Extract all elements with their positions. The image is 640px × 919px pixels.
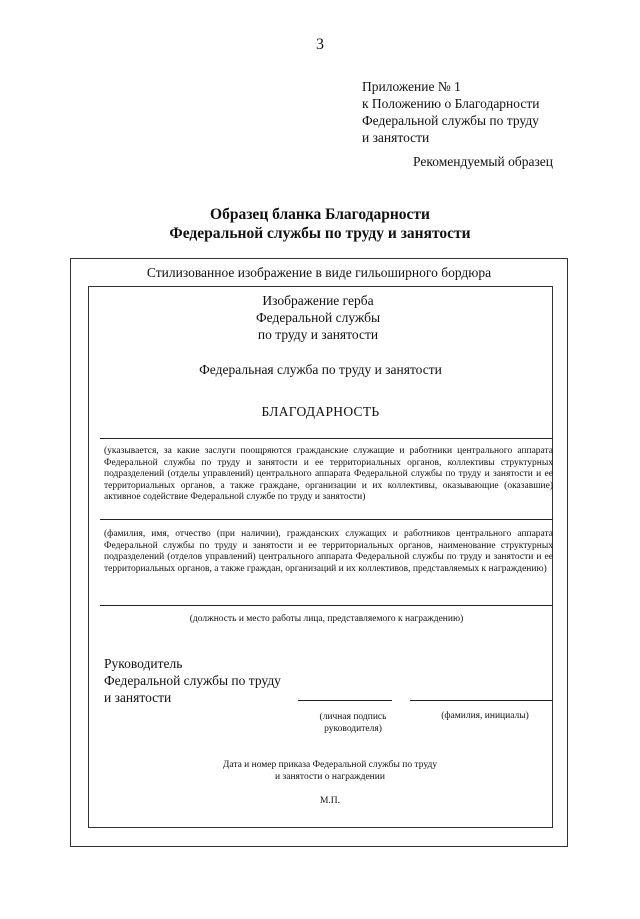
signature-caption-line: руководителя): [324, 724, 382, 734]
guilloche-border-caption: Стилизованное изображение в виде гильоширного бордюра: [146, 265, 492, 280]
emblem-line: Федеральной службы: [255, 310, 381, 325]
head-title-line: и занятости: [104, 690, 172, 705]
merits-instruction: (указывается, за какие заслуги поощряются гражданские служащие и работники центрального аппарата Федеральной службы по труду и занятости и ее территориальных органов, коллективы структурных подразделений (отделы управлений) центрального аппарата Федеральной службы по труду и занятости и ее территориальных органов, а также граждане, организации и их коллективы, оказывающие (оказавшие) активное содействие Федеральной службе по труду и занятости): [104, 446, 553, 503]
name-caption: (фамилия, инициалы): [441, 711, 529, 721]
merits-fill-line: [100, 438, 553, 439]
order-caption-line: Дата и номер приказа Федеральной службы по труду: [222, 760, 438, 770]
order-caption-line: и занятости о награждении: [275, 772, 385, 782]
name-fill-line: [410, 700, 553, 701]
signature-caption: [298, 711, 408, 735]
emblem-line: Изображение герба: [262, 293, 374, 308]
appendix-line: к Положению о Благодарности: [362, 96, 540, 111]
recommended-sample-label: Рекомендуемый образец: [413, 154, 554, 169]
head-title-line: Федеральной службы по труду: [104, 673, 281, 688]
emblem-line: по труду и занятости: [257, 327, 379, 342]
head-title: [104, 655, 281, 706]
emblem-placeholder: [218, 292, 418, 343]
appendix-line: Федеральной службы по труду: [362, 113, 539, 128]
position-instruction: (должность и место работы лица, представляемого к награждению): [189, 614, 464, 624]
service-name: Федеральная служба по труду и занятости: [199, 362, 442, 377]
signature-fill-line: [298, 700, 392, 701]
document-title: [0, 205, 640, 243]
signature-caption-line: (личная подпись: [319, 712, 387, 722]
position-fill-line: [100, 605, 553, 606]
appendix-line: Приложение № 1: [362, 79, 461, 94]
recipients-instruction: (фамилия, имя, отчество (при наличии), гражданских служащих и работников центрального аппарата Федеральной службы по труду и занятости и ее территориальных органов, наименование структурных подразделений (отделов управлений) центрального аппарата Федеральной службы по труду и занятости и ее территориальных органов, а также граждан, организаций и их коллективов, представляемых к награждению): [104, 529, 553, 574]
page-number: 3: [316, 36, 324, 53]
head-title-line: Руководитель: [104, 656, 183, 671]
title-line: Образец бланка Благодарности: [210, 206, 430, 223]
recipients-fill-line: [100, 519, 553, 520]
gratitude-heading: БЛАГОДАРНОСТЬ: [261, 404, 380, 419]
title-line: Федеральной службы по труду и занятости: [169, 225, 471, 242]
appendix-line: и занятости: [362, 130, 430, 145]
order-caption: [200, 759, 460, 783]
appendix-reference: [362, 78, 539, 146]
seal-placeholder: М.П.: [319, 796, 341, 806]
